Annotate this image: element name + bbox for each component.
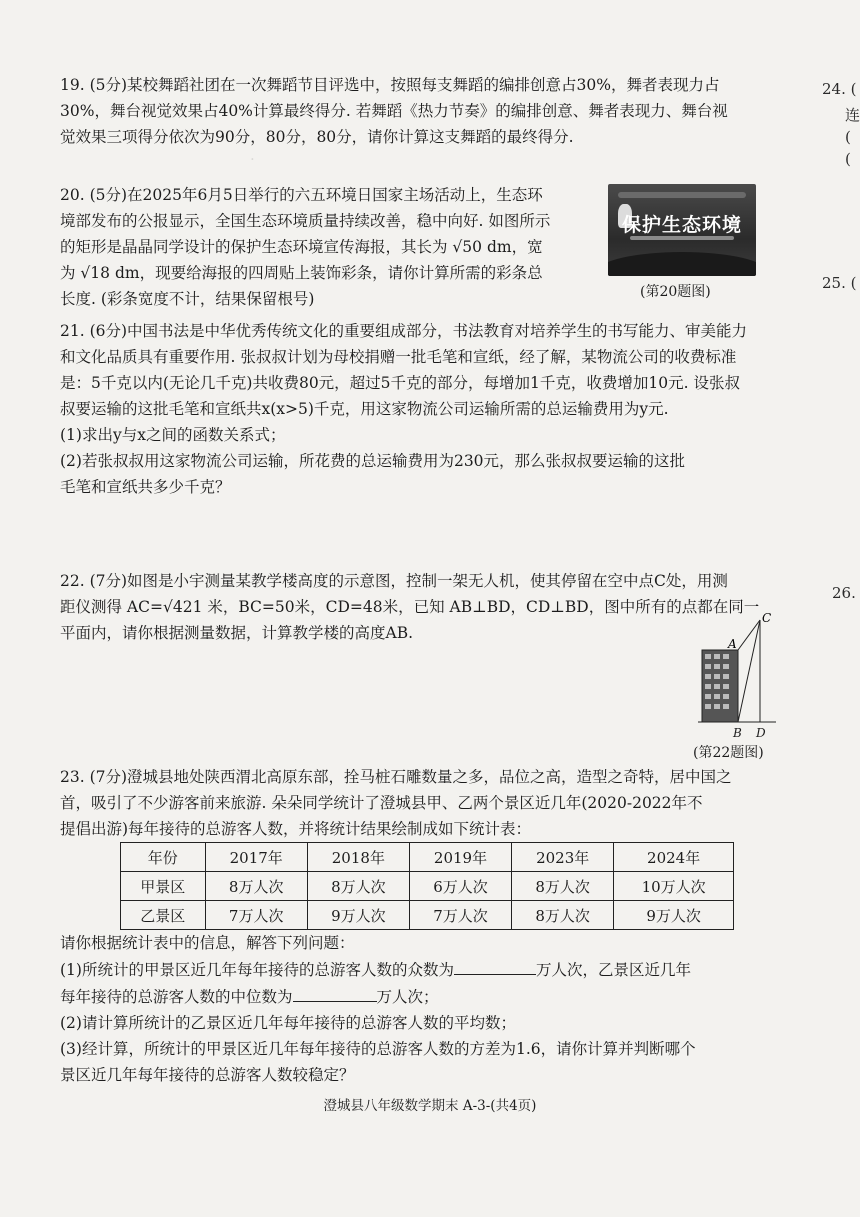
point-d-label: D — [756, 726, 766, 740]
q23-part-1-text: 每年接待的总游客人数的中位数为 — [60, 988, 293, 1006]
table-cell: 8万人次 — [205, 872, 307, 901]
q20-line: 境部发布的公报显示，全国生态环境质量持续改善，稳中向好. 如图所示 — [60, 212, 551, 230]
q23-part-3: 景区近几年每年接待的总游客人数较稳定？ — [60, 1066, 355, 1084]
q20-line: 的矩形是晶晶同学设计的保护生态环境宣传海报，其长为 √50 dm，宽 — [60, 238, 543, 256]
q20-line: 长度. (彩条宽度不计，结果保留根号) — [60, 290, 315, 308]
tourist-stats-table — [120, 842, 734, 930]
q25-fragment: 25. ( — [822, 274, 857, 292]
table-header-cell: 年份 — [121, 843, 206, 872]
question-23-parts — [60, 930, 790, 1088]
poster-title: 保护生态环境 — [621, 214, 742, 236]
poster-wave — [608, 252, 756, 276]
table-header-cell: 2023年 — [512, 843, 614, 872]
q23-part-1-text: (1)所统计的甲景区近几年每年接待的总游客人数的众数为 — [60, 961, 454, 979]
eco-poster-image — [608, 184, 756, 276]
q24-fragment: ( — [845, 150, 851, 168]
q21-subquestion: 毛笔和宣纸共多少千克？ — [60, 478, 231, 496]
table-cell: 9万人次 — [614, 901, 734, 930]
point-b-label: B — [733, 726, 742, 740]
q19-line: 19. (5分)某校舞蹈社团在一次舞蹈节目评选中，按照每支舞蹈的编排创意占30%，舞者表现力占 — [60, 76, 720, 94]
q23-part-1-cont — [60, 983, 790, 1010]
q23-part-2: (2)请计算所统计的乙景区近几年每年接待的总游客人数的平均数； — [60, 1014, 516, 1032]
q23-part-1-text: 万人次； — [376, 988, 439, 1006]
q19-line: 觉效果三项得分依次为90分，80分，80分，请你计算这支舞蹈的最终得分. — [60, 128, 574, 146]
q19-line: 30%，舞台视觉效果占40%计算最终得分. 若舞蹈《热力节奏》的编排创意、舞者表现力、舞台视 — [60, 102, 728, 120]
point-c-label: C — [762, 612, 772, 625]
q23-part-1-text: 万人次，乙景区近几年 — [535, 961, 691, 979]
table-header-cell: 2017年 — [205, 843, 307, 872]
question-22 — [60, 568, 790, 646]
q26-fragment: 26. — [832, 584, 856, 602]
question-19 — [60, 72, 790, 150]
q23-intro: 请你根据统计表中的信息，解答下列问题： — [60, 934, 355, 952]
q23-part-1 — [60, 956, 790, 983]
building-drone-diagram — [696, 612, 786, 728]
table-cell: 9万人次 — [307, 901, 409, 930]
page-footer: 澄城县八年级数学期末 A-3-(共4页) — [323, 1098, 537, 1114]
point-a-label: A — [728, 637, 737, 651]
q22-line: 平面内，请你根据测量数据，计算教学楼的高度AB. — [60, 624, 414, 642]
table-cell: 甲景区 — [121, 872, 206, 901]
table-header-row — [121, 843, 734, 872]
table-cell: 6万人次 — [409, 872, 511, 901]
q24-fragment: 24. ( — [822, 80, 857, 98]
q21-subquestion: (2)若张叔叔用这家物流公司运输，所花费的总运输费用为230元，那么张叔叔要运输的这批 — [60, 452, 686, 470]
table-cell: 7万人次 — [409, 901, 511, 930]
q20-line: 20. (5分)在2025年6月5日举行的六五环境日国家主场活动上，生态环 — [60, 186, 543, 204]
question-23 — [60, 764, 790, 842]
q21-line: 和文化品质具有重要作用. 张叔叔计划为母校捐赠一批毛笔和宣纸，经了解，某物流公司的收费标准 — [60, 348, 737, 366]
table-cell: 7万人次 — [205, 901, 307, 930]
q21-line: 是：5千克以内(无论几千克)共收费80元，超过5千克的部分，每增加1千克，收费增加10元. 设张叔 — [60, 374, 740, 392]
answer-blank-median[interactable] — [293, 983, 377, 1002]
table-cell: 10万人次 — [614, 872, 734, 901]
figure-20-caption: (第20题图) — [640, 284, 711, 300]
q22-line: 距仪测得 AC=√421 米，BC=50米，CD=48米，已知 AB⊥BD，CD⊥BD，图中所有的点都在同一 — [60, 598, 760, 616]
q24-fragment: ( — [845, 128, 851, 146]
table-header-cell: 2024年 — [614, 843, 734, 872]
question-21 — [60, 318, 790, 500]
poster-decor — [630, 236, 734, 240]
table-row — [121, 872, 734, 901]
q23-line: 首，吸引了不少游客前来旅游. 朵朵同学统计了澄城县甲、乙两个景区近几年(2020-2022年不 — [60, 794, 703, 812]
q24-fragment: 连 — [845, 106, 860, 124]
table-cell: 8万人次 — [512, 872, 614, 901]
bleed-through: . — [250, 146, 255, 164]
q21-subquestion: (1)求出y与x之间的函数关系式； — [60, 426, 286, 444]
q23-part-3: (3)经计算，所统计的甲景区近几年每年接待的总游客人数的方差为1.6，请你计算并判断哪个 — [60, 1040, 696, 1058]
answer-blank-mode[interactable] — [454, 956, 536, 975]
table-cell: 乙景区 — [121, 901, 206, 930]
poster-decor — [618, 192, 746, 198]
question-20 — [60, 182, 605, 312]
table-cell: 8万人次 — [307, 872, 409, 901]
q21-line: 21. (6分)中国书法是中华优秀传统文化的重要组成部分，书法教育对培养学生的书写能力、审美能力 — [60, 322, 748, 340]
figure-22-caption: (第22题图) — [693, 745, 764, 761]
q22-line: 22. (7分)如图是小宇测量某教学楼高度的示意图，控制一架无人机，使其停留在空中点C处，用测 — [60, 572, 728, 590]
table-cell: 8万人次 — [512, 901, 614, 930]
q23-line: 23. (7分)澄城县地处陕西渭北高原东部，拴马桩石雕数量之多，品位之高，造型之奇特，居中国之 — [60, 768, 732, 786]
q20-line: 为 √18 dm，现要给海报的四周贴上装饰彩条，请你计算所需的彩条总 — [60, 264, 543, 282]
q21-line: 叔要运输的这批毛笔和宣纸共x(x>5)千克，用这家物流公司运输所需的总运输费用为y元. — [60, 400, 669, 418]
q23-line: 提倡出游)每年接待的总游客人数，并将统计结果绘制成如下统计表： — [60, 820, 532, 838]
table-header-cell: 2018年 — [307, 843, 409, 872]
table-row — [121, 901, 734, 930]
table-header-cell: 2019年 — [409, 843, 511, 872]
